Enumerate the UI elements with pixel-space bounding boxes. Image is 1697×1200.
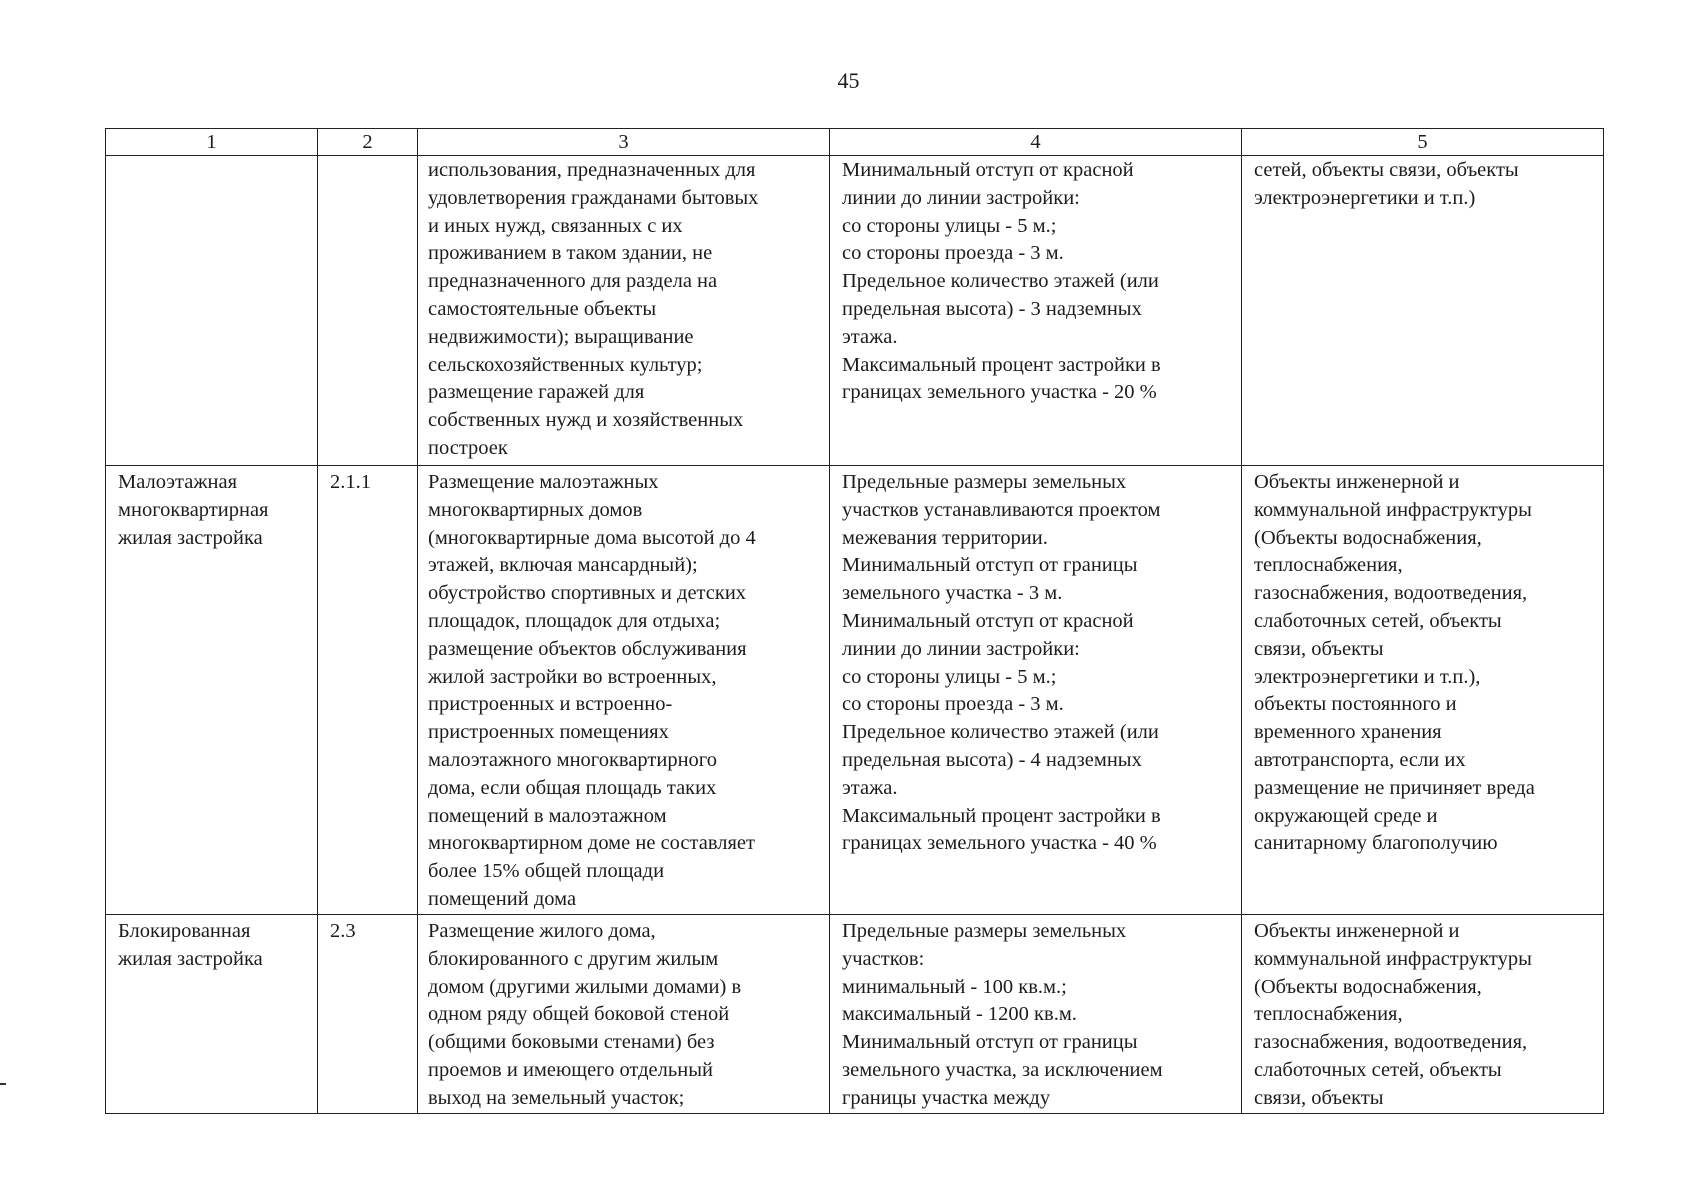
auxiliary-uses: сетей, объекты связи, объекты электроэнергетики и т.п.) bbox=[1242, 156, 1604, 466]
use-description: Размещение малоэтажных многоквартирных домов (многоквартирные дома высотой до 4 этажей, включая мансардный); обустройство спортивных и детских площадок, площадок для отдыха; размещение объектов обслуживания жилой застройки во встроенных, пристроенных и встроенно- пристроенных помещениях малоэтажного многоквартирного дома, если общая площадь таких помещений в малоэтажном многоквартирном доме не составляет более 15% общей площади помещений дома bbox=[418, 466, 830, 915]
use-type-name: Малоэтажная многоквартирная жилая застройка bbox=[106, 466, 318, 915]
use-type-code: 2.1.1 bbox=[318, 466, 418, 915]
table-header-row bbox=[106, 129, 1604, 156]
table-row bbox=[106, 466, 1604, 915]
header-cell: 5 bbox=[1242, 129, 1604, 156]
auxiliary-uses: Объекты инженерной и коммунальной инфраструктуры (Объекты водоснабжения, теплоснабжения, газоснабжения, водоотведения, слаботочных сетей, объекты связи, объекты bbox=[1242, 915, 1604, 1114]
use-type-name bbox=[106, 156, 318, 466]
use-description: использования, предназначенных для удовлетворения гражданами бытовых и иных нужд, связанных с их проживанием в таком здании, не предназначенного для раздела на самостоятельные объекты недвижимости); выращивание сельскохозяйственных культур; размещение гаражей для собственных нужд и хозяйственных построек bbox=[418, 156, 830, 466]
land-use-table bbox=[105, 128, 1604, 1114]
scan-edge-mark bbox=[0, 1083, 6, 1085]
header-cell: 2 bbox=[318, 129, 418, 156]
table-row bbox=[106, 915, 1604, 1114]
page-number: 45 bbox=[837, 68, 860, 93]
header-cell: 1 bbox=[106, 129, 318, 156]
use-description: Размещение жилого дома, блокированного с другим жилым домом (другими жилыми домами) в одном ряду общей боковой стеной (общими боковыми стенами) без проемов и имеющего отдельный выход на земельный участок; bbox=[418, 915, 830, 1114]
use-type-name: Блокированная жилая застройка bbox=[106, 915, 318, 1114]
auxiliary-uses: Объекты инженерной и коммунальной инфраструктуры (Объекты водоснабжения, теплоснабжения, газоснабжения, водоотведения, слаботочных сетей, объекты связи, объекты электроэнергетики и т.п.), объекты постоянного и временного хранения автотранспорта, если их размещение не причиняет вреда окружающей среде и санитарному благополучию bbox=[1242, 466, 1604, 915]
header-cell: 3 bbox=[418, 129, 830, 156]
use-parameters: Минимальный отступ от красной линии до линии застройки: со стороны улицы - 5 м.; со стороны проезда - 3 м. Предельное количество этажей (или предельная высота) - 3 надземных этажа. Максимальный процент застройки в границах земельного участка - 20 % bbox=[830, 156, 1242, 466]
use-type-code bbox=[318, 156, 418, 466]
use-parameters: Предельные размеры земельных участков: минимальный - 100 кв.м.; максимальный - 1200 кв.м. Минимальный отступ от границы земельного участка, за исключением границы участка между bbox=[830, 915, 1242, 1114]
use-parameters: Предельные размеры земельных участков устанавливаются проектом межевания территории. Минимальный отступ от границы земельного участка - 3 м. Минимальный отступ от красной линии до линии застройки: со стороны улицы - 5 м.; со стороны проезда - 3 м. Предельное количество этажей (или предельная высота) - 4 надземных этажа. Максимальный процент застройки в границах земельного участка - 40 % bbox=[830, 466, 1242, 915]
use-type-code: 2.3 bbox=[318, 915, 418, 1114]
header-cell: 4 bbox=[830, 129, 1242, 156]
table-row bbox=[106, 156, 1604, 466]
